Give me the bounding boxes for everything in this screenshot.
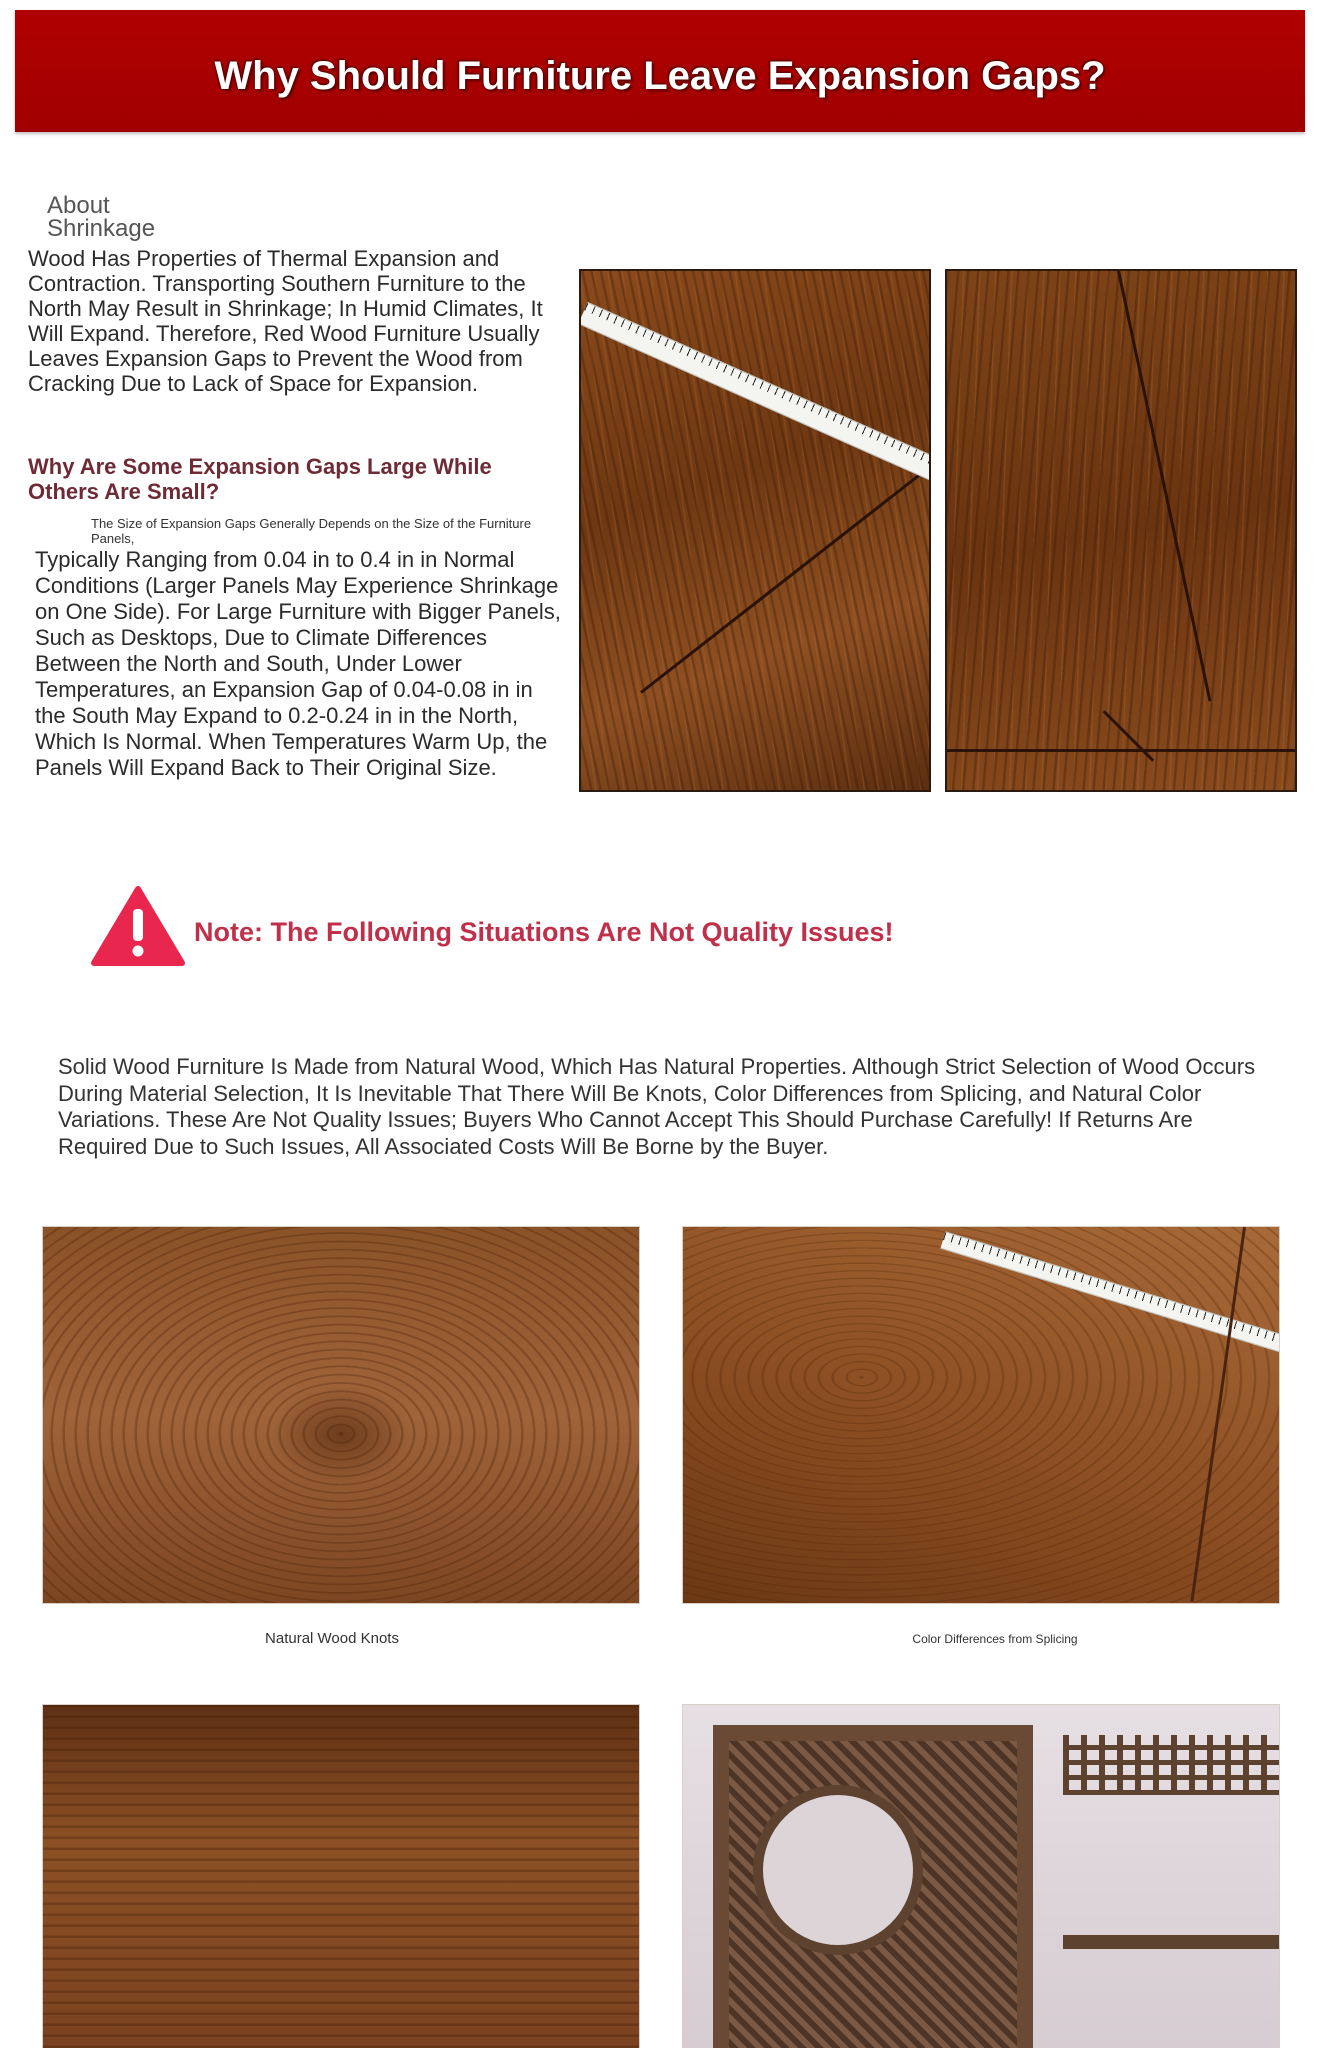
splice-color-photo (682, 1226, 1280, 1604)
title-banner (15, 10, 1305, 132)
gap-size-text: Typically Ranging from 0.04 in to 0.4 in in Normal Conditions (Larger Panels May Experience Shrinkage on One Side). For Large Furniture with Bigger Panels, Such as Desktops, Due to Climate Differences Between the North and South, Under Lower Temperatures, an Expansion Gap of 0.04-0.08 in in the South May Expand to 0.2-0.24 in in the North, Which Is Normal. When Temperatures Warm Up, the Panels Will Expand Back to Their Original Size. (35, 547, 561, 780)
wood-knot-photo (42, 1226, 640, 1604)
about-shrinkage-text: Wood Has Properties of Thermal Expansion and Contraction. Transporting Southern Furniture to the North May Result in Shrinkage; In Humid Climates, It Will Expand. Therefore, Red Wood Furniture Usually Leaves Expansion Gaps to Prevent the Wood from Cracking Due to Lack of Space for Expansion. (28, 246, 543, 396)
note-row (90, 885, 1240, 965)
cabinet-shelf (1063, 1935, 1280, 1949)
about-shrinkage-label: About Shrinkage (47, 192, 156, 242)
caption-wood-knots: Natural Wood Knots (265, 1630, 399, 1647)
banner-title: Why Should Furniture Leave Expansion Gaps? (214, 54, 1106, 98)
gap-size-heading: Why Are Some Expansion Gaps Large While Others Are Small? (28, 454, 492, 504)
round-opening (753, 1785, 923, 1955)
gap-measure-photo (579, 269, 931, 792)
note-text: Note: The Following Situations Are Not Quality Issues! (194, 917, 894, 947)
lattice-trim (1063, 1735, 1280, 1795)
panel-gap-photo (945, 269, 1297, 792)
disclaimer-text: Solid Wood Furniture Is Made from Natural Wood, Which Has Natural Properties. Although Strict Selection of Wood Occurs During Material Selection, It Is Inevitable That There Will Be Knots, Color Differences from Splicing, and Natural Color Variations. These Are Not Quality Issues; Buyers Who Cannot Accept This Should Purchase Carefully! If Returns Are Required Due to Such Issues, All Associated Costs Will Be Borne by the Buyer. (58, 1054, 1256, 1159)
warning-triangle-icon (90, 885, 186, 967)
color-variation-photo (42, 1704, 640, 2048)
gap-size-note: The Size of Expansion Gaps Generally Depends on the Size of the Furniture Panels, (91, 516, 532, 546)
carved-cabinet-photo (682, 1704, 1280, 2048)
caption-splice-color: Color Differences from Splicing (912, 1632, 1078, 1646)
